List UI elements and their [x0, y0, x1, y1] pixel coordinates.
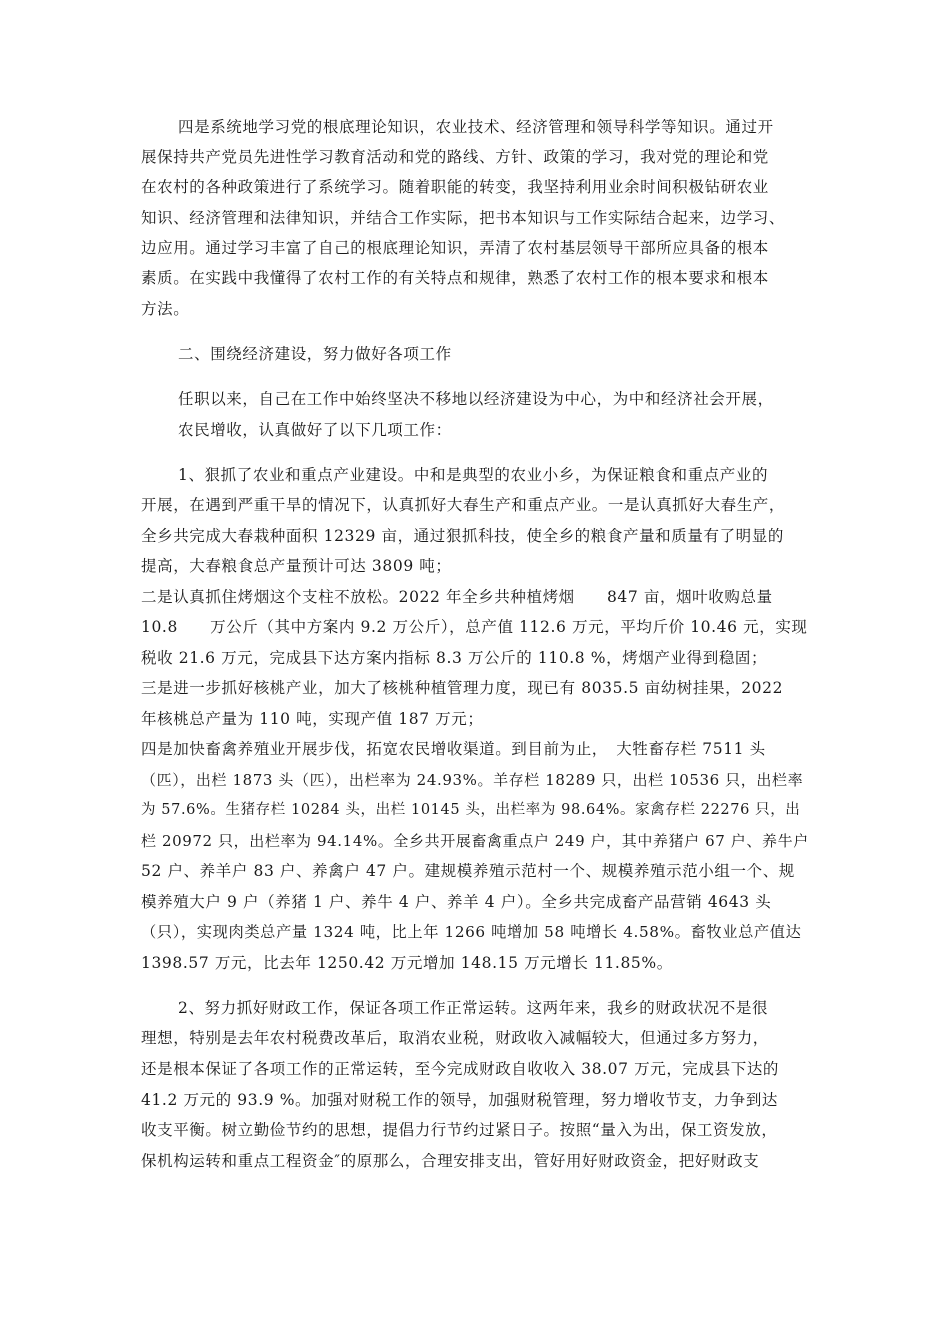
text-line: 41.2 万元的 93.9 %。加强对财税工作的领导，加强财税管理，努力增收节支，力争到达: [141, 1091, 779, 1109]
text-line: 四是系统地学习党的根底理论知识，农业技术、经济管理和领导科学等知识。通过开: [178, 118, 774, 136]
text-line: 1398.57 万元，比去年 1250.42 万元增加 148.15 万元增长 11.85%。: [141, 954, 673, 972]
text-line: 1、狠抓了农业和重点产业建设。中和是典型的农业小乡，为保证粮食和重点产业的: [178, 466, 769, 484]
text-line: 素质。在实践中我懂得了农村工作的有关特点和规律，熟悉了农村工作的根本要求和根本: [141, 269, 769, 287]
text-line: 栏 20972 只，出栏率为 94.14%。全乡共开展畜禽重点户 249 户，其中养猪户 67 户、养牛户: [141, 832, 809, 850]
text-line: 展保持共产党员先进性学习教育活动和党的路线、方针、政策的学习，我对党的理论和党: [141, 148, 769, 166]
text-line: 2、努力抓好财政工作，保证各项工作正常运转。这两年来，我乡的财政状况不是很: [178, 999, 769, 1017]
text-line: （匹），出栏 1873 头（匹），出栏率为 24.93%。羊存栏 18289 只，出栏 10536 只，出栏率: [141, 771, 804, 789]
text-line: 开展，在遇到严重干旱的情况下，认真抓好大春生产和重点产业。一是认真抓好大春生产，: [141, 496, 786, 514]
text-line: 年核桃总产量为 110 吨，实现产值 187 万元；: [141, 710, 484, 728]
text-line: （只），实现肉类总产量 1324 吨，比上年 1266 吨增加 58 吨增长 4.58%。畜牧业总产值达: [141, 923, 802, 941]
text-line: 52 户、养羊户 83 户、养禽户 47 户。建规模养殖示范村一个、规模养殖示范小组一个、规: [141, 862, 795, 880]
text-line: 任职以来，自己在工作中始终坚决不移地以经济建设为中心，为中和经济社会开展，: [178, 390, 774, 408]
text-line: 税收 21.6 万元，完成县下达方案内指标 8.3 万公斤的 110.8 %，烤烟产业得到稳固；: [141, 649, 768, 667]
text-line: 农民增收，认真做好了以下几项工作：: [178, 421, 452, 439]
text-line: 理想，特别是去年农村税费改革后，取消农业税，财政收入减幅较大，但通过多方努力，: [141, 1029, 769, 1047]
text-line: 三是进一步抓好核桃产业，加大了核桃种植管理力度，现已有 8035.5 亩幼树挂果，2022: [141, 679, 784, 697]
text-line: 还是根本保证了各项工作的正常运转，至今完成财政自收收入 38.07 万元，完成县下达的: [141, 1060, 780, 1078]
text-line: 模养殖大户 9 户（养猪 1 户、养牛 4 户、养羊 4 户）。全乡共完成畜产品营销 4643 头: [141, 893, 772, 911]
text-line: 方法。: [141, 300, 190, 318]
text-line: 为 57.6%。生猪存栏 10284 头，出栏 10145 头，出栏率为 98.64%。家禽存栏 22276 只，出: [141, 802, 801, 818]
text-line: 四是加快畜禽养殖业开展步伐，拓宽农民增收渠道。到目前为止， 大牲畜存栏 7511 头: [141, 740, 766, 758]
text-line: 保机构运转和重点工程资金″的原那么，合理安排支出，管好用好财政资金，把好财政支: [141, 1152, 760, 1170]
text-line: 二是认真抓住烤烟这个支柱不放松。2022 年全乡共种植烤烟 847 亩，烟叶收购总量: [141, 588, 773, 606]
text-line: 边应用。通过学习丰富了自己的根底理论知识，弄清了农村基层领导干部所应具备的根本: [141, 239, 769, 257]
text-line: 在农村的各种政策进行了系统学习。随着职能的转变，我坚持利用业余时间积极钻研农业: [141, 178, 769, 196]
section-heading: 二、围绕经济建设，努力做好各项工作: [178, 345, 452, 363]
text-line: 收支平衡。树立勤俭节约的思想，提倡力行节约过紧日子。按照“量入为出，保工资发放，: [141, 1121, 778, 1139]
text-line: 全乡共完成大春栽种面积 12329 亩，通过狠抓科技，使全乡的粮食产量和质量有了明显的: [141, 527, 784, 545]
text-line: 提高，大春粮食总产量预计可达 3809 吨；: [141, 557, 452, 575]
text-line: 知识、经济管理和法律知识，并结合工作实际，把书本知识与工作实际结合起来，边学习、: [141, 209, 786, 227]
text-line: 10.8 万公斤（其中方案内 9.2 万公斤），总产值 112.6 万元，平均斤价 10.46 元，实现: [141, 618, 808, 636]
